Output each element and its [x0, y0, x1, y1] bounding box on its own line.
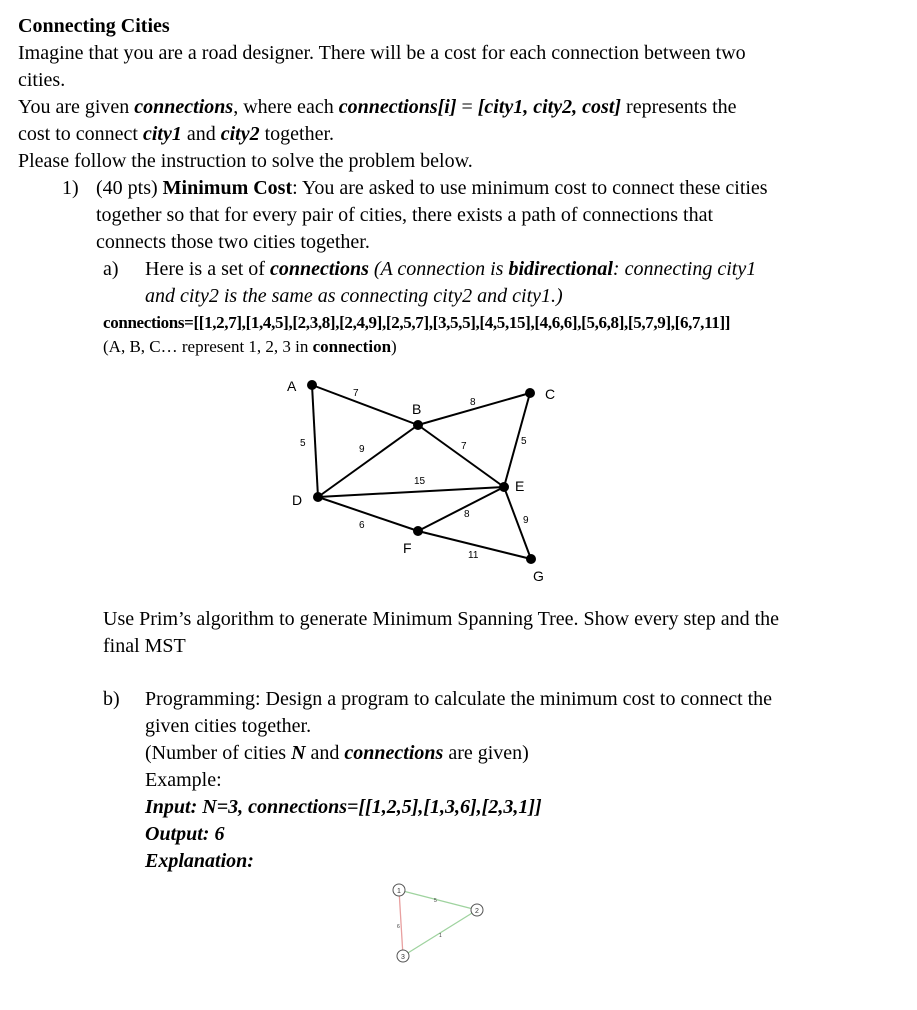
example-weight-2-3: 1: [439, 933, 442, 939]
edge-d-f: [318, 497, 418, 531]
follow-instruction: Please follow the instruction to solve the problem below.: [18, 150, 473, 172]
edge-b-e: [418, 425, 504, 487]
weight-e-g: 9: [523, 515, 529, 526]
q1-line-1: (40 pts) Minimum Cost: You are asked to use minimum cost to connect these cities: [96, 177, 768, 199]
q1-number: 1): [62, 177, 79, 199]
node-label-a: A: [287, 378, 297, 394]
page-title: Connecting Cities: [18, 15, 170, 37]
example-input: Input: N=3, connections=[[1,2,5],[1,3,6],[2,3,1]]: [145, 796, 542, 818]
part-a-label: a): [103, 258, 119, 280]
node-label-e: E: [515, 478, 525, 494]
node-g-dot: [526, 554, 536, 564]
weight-e-f: 8: [464, 509, 470, 520]
edge-a-d: [312, 385, 318, 497]
q1-line-2: together so that for every pair of cities, there exists a path of connections that: [96, 204, 714, 226]
node-label-f: F: [403, 540, 412, 556]
intro-line-2: cities.: [18, 69, 66, 91]
example-output: Output: 6: [145, 823, 225, 845]
q1-line-3: connects those two cities together.: [96, 231, 370, 253]
example-graph: [385, 875, 495, 970]
node-label-g: G: [533, 568, 544, 584]
edge-a-b: [312, 385, 418, 425]
node-label-c: C: [545, 386, 556, 402]
example-explanation-label: Explanation:: [145, 850, 254, 872]
intro-line-1: Imagine that you are a road designer. There will be a cost for each connection between two: [18, 42, 746, 64]
example-node-label-1: 1: [397, 888, 401, 895]
weight-b-c: 8: [470, 397, 476, 408]
example-weight-1-3: 6: [397, 924, 400, 930]
node-e-dot: [499, 482, 509, 492]
part-a-line-2: and city2 is the same as connecting city2 and city1.): [145, 285, 563, 307]
node-label-d: D: [292, 492, 303, 508]
part-a-line-1: Here is a set of connections (A connection is bidirectional: connecting city1: [145, 258, 757, 280]
example-node-label-3: 3: [401, 954, 405, 961]
given-line: You are given connections, where each connections[i] = [city1, city2, cost] represents the: [18, 96, 737, 118]
node-mapping-note: (A, B, C… represent 1, 2, 3 in connection): [103, 337, 397, 356]
weight-c-e: 5: [521, 436, 527, 447]
node-b-dot: [413, 420, 423, 430]
weight-b-e: 7: [461, 441, 467, 452]
city-graph: [280, 370, 570, 590]
weight-b-d: 9: [359, 444, 365, 455]
part-b-line-2: given cities together.: [145, 715, 312, 737]
weight-d-e: 15: [414, 476, 426, 487]
node-label-b: B: [412, 401, 422, 417]
edge-e-f: [418, 487, 504, 531]
weight-f-g: 11: [468, 550, 479, 561]
prim-line-1: Use Prim’s algorithm to generate Minimum Spanning Tree. Show every step and the: [103, 608, 780, 630]
part-b-line-3: (Number of cities N and connections are given): [145, 742, 529, 764]
node-c-dot: [525, 388, 535, 398]
example-edge-1-2: [399, 890, 477, 910]
prim-line-2: final MST: [103, 635, 186, 657]
cost-line: cost to connect city1 and city2 together.: [18, 123, 335, 145]
weight-a-d: 5: [300, 438, 306, 449]
example-weight-1-2: 5: [434, 898, 437, 904]
part-b-line-1: Programming: Design a program to calculate the minimum cost to connect the: [145, 688, 773, 710]
connections-list: connections=[[1,2,7],[1,4,5],[2,3,8],[2,4,9],[2,5,7],[3,5,5],[4,5,15],[4,6,6],[5,6,8],[5,7,9],[6,7,11]]: [103, 313, 731, 332]
weight-d-f: 6: [359, 520, 365, 531]
edge-b-d: [318, 425, 418, 497]
example-label: Example:: [145, 769, 222, 791]
node-f-dot: [413, 526, 423, 536]
example-node-label-2: 2: [475, 908, 479, 915]
weight-a-b: 7: [353, 388, 359, 399]
node-a-dot: [307, 380, 317, 390]
part-b-label: b): [103, 688, 120, 710]
example-edge-1-3: [399, 890, 403, 956]
node-d-dot: [313, 492, 323, 502]
edge-d-e: [318, 487, 504, 497]
